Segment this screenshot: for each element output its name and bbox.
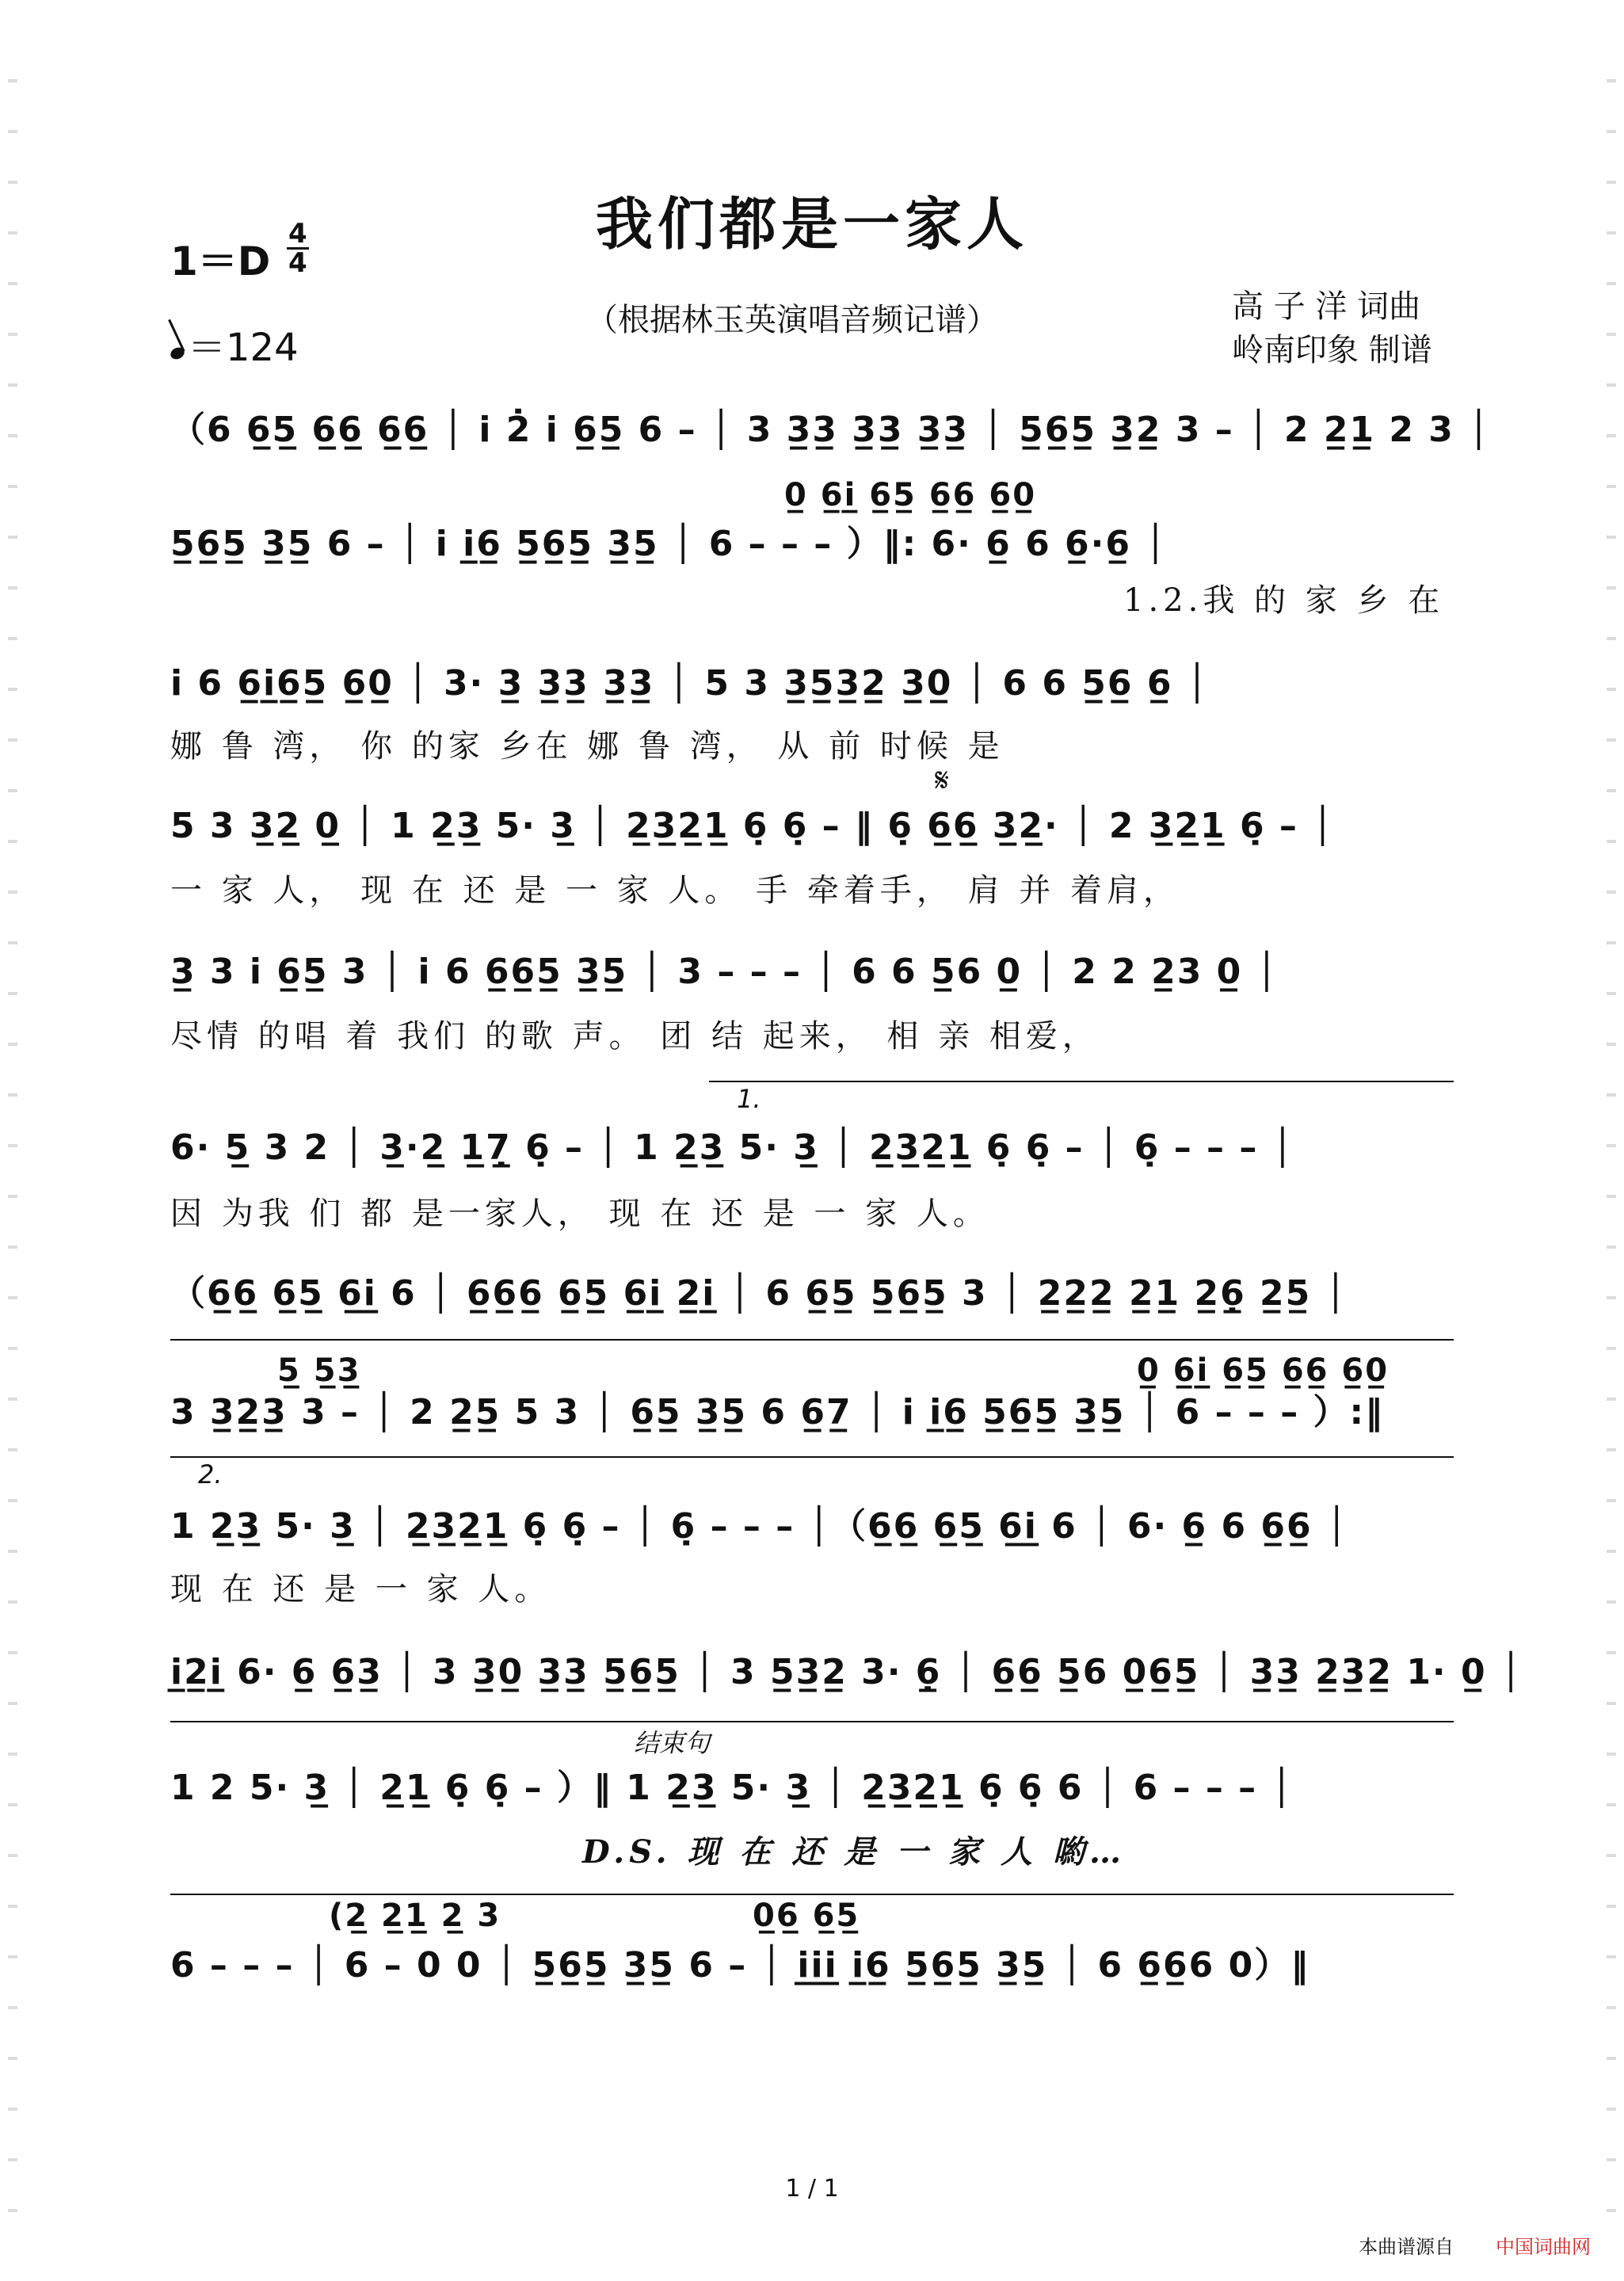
key-signature: 1＝D <box>170 238 271 284</box>
second-ending-label: 2. <box>198 1459 223 1490</box>
time-signature-top: 4 <box>288 218 307 250</box>
coda-label: 结束句 <box>634 1728 711 1758</box>
section-line <box>170 1339 1454 1341</box>
notation-line: 5 3 3̲2̲ 0̲ │ 1 2̲3̲ 5· 3̲ │ 2̲3̲2̲1̲ 6̣ 6̣ – ‖ 6̣ 6̲6̲ 3̲2̲· │ 2 3̲2̲1̲ 6̣ – │ <box>170 806 1335 846</box>
subtitle: （根据林玉英演唱音频记谱） <box>586 302 998 338</box>
source-site-link[interactable]: 中国词曲网 <box>1496 2236 1591 2258</box>
tempo-marking <box>170 317 299 372</box>
transcriber-credit: 岭南印象 制谱 <box>1232 332 1432 368</box>
notation-line: i 6 6̲i̲6̲5̲ 6̲0̲ │ 3· 3̲ 3̲3̲ 3̲3̲ │ 5 3 3̲5̲3̲2̲ 3̲0̲ │ 6 6 5̲6̲ 6̲ │ <box>170 663 1210 704</box>
section-line <box>170 1894 1454 1895</box>
lyric-line: 现 在 还 是 一 家 人。 <box>170 1571 551 1608</box>
upper-voice-line: 0̲ 6̲i̲ 6̲5̲ 6̲6̲ 6̲0̲ <box>1137 1352 1390 1389</box>
volta-bracket <box>709 1081 1454 1082</box>
left-margin-watermark <box>8 32 17 2249</box>
lyric-line: 尽情 的唱 着 我们 的歌 声。 团 结 起来， 相 亲 相爱， <box>170 1018 1099 1055</box>
quarter-note-icon <box>169 345 186 361</box>
upper-voice-line: 5̲ 5̲3̲ <box>277 1352 361 1389</box>
song-title: 我们都是一家人 <box>595 190 1028 257</box>
tempo-value: ＝124 <box>188 326 299 370</box>
notation-line: 1 2 5· 3̲ │ 2̲1̲ 6̣ 6̣ – ）‖ 1 2̲3̲ 5· 3̲ │ 2̲3̲2̲1̲ 6̣ 6̣ 6 │ 6 – – – │ <box>170 1768 1294 1808</box>
upper-voice-line: (2̲ 2̲1̲ 2̲ 3 <box>329 1898 501 1934</box>
segno-sign: 𝄋 <box>935 761 950 799</box>
source-label: 本曲谱源自 <box>1359 2236 1454 2258</box>
notation-line: 3̲ 3 i 6̲5̲ 3 │ i 6 6̲6̲5̲ 3̲5̲ │ 3 – – – │ 6 6 5̲6 0̲ │ 2 2 2̲3 0̲ │ <box>170 952 1279 992</box>
composer-credit: 高 子 洋 词曲 <box>1232 288 1421 325</box>
lyric-line: 娜 鲁 湾， 你 的家 乡在 娜 鲁 湾， 从 前 时候 是 <box>170 728 1005 765</box>
notation-line: 6· 5̲ 3 2 │ 3̲·2̲ 1̲7̣̲ 6̣ – │ 1 2̲3̲ 5· 3̲ │ 2̲3̲2̲1̲ 6̣ 6̣ – │ 6̣ – – – │ <box>170 1127 1295 1168</box>
lyric-line: 1.2.我 的 家 乡 在 <box>1123 582 1445 619</box>
section-line <box>170 1721 1454 1722</box>
volta-bracket <box>170 1456 1454 1458</box>
first-ending-label: 1. <box>737 1084 761 1114</box>
notation-line: （6̲6̲ 6̲5̲ 6̲i̲ 6 │ 6̲6̲6̲ 6̲5̲ 6̲i̲ 2̲i̲ │ 6 6̲5̲ 5̲6̲5̲ 3 │ 2̲2̲2̲ 2̲1̲ 2̲6̣̲ 2̲5̲ │ <box>170 1273 1348 1314</box>
notation-line: 5̲6̲5̲ 3̲5̲ 6 – │ i i̲6̲ 5̲6̲5̲ 3̲5̲ │ 6 – – – ）‖: 6· 6̲ 6 6̲·6̲ │ <box>170 524 1168 564</box>
time-signature <box>287 220 309 277</box>
right-margin-watermark <box>1607 32 1616 2249</box>
upper-voice-line: 0̲6̲ 6̲5̲ <box>753 1898 860 1934</box>
page-number: 1 / 1 <box>785 2175 839 2203</box>
lyric-line: D.S. 现 在 还 是 一 家 人 喲… <box>582 1833 1126 1871</box>
lyric-line: 一 家 人， 现 在 还 是 一 家 人。 手 牵着手， 肩 并 着肩， <box>170 872 1180 909</box>
notation-line: i̲2̲i̲ 6· 6̲ 6̲3̲ │ 3 3̲0̲ 3̲3̲ 5̲6̲5̲ │ 3 5̲3̲2̲ 3· 6̣̲ │ 6̲6̲ 5̲6 0̲6̲5̲ │ 3̲3̲ 2̲3̲2̲ 1· 0̲ │ <box>170 1652 1523 1692</box>
lyric-line: 因 为我 们 都 是一家人， 现 在 还 是 一 家 人。 <box>170 1196 989 1232</box>
time-signature-bottom: 4 <box>288 247 307 279</box>
notation-line: 1 2̲3̲ 5· 3̲ │ 2̲3̲2̲1̲ 6̣ 6̣ – │ 6̣ – – – │（6̲6̲ 6̲5̲ 6̲i̲ 6 │ 6· 6̲ 6 6̲6̲ │ <box>170 1506 1349 1547</box>
notation-line: 3 3̲2̲3̲ 3 – │ 2 2̲5̲ 5 3 │ 6̲5̲ 3̲5̲ 6 6̲7̲ │ i i̲6̲ 5̲6̲5̲ 3̲5̲ │ 6 – – – ）:‖ <box>170 1392 1385 1432</box>
notation-line: 6 – – – │ 6 – 0 0 │ 5̲6̲5̲ 3̲5̲ 6 – │ i̲i̲i̲ i̲6̲ 5̲6̲5̲ 3̲5̲ │ 6 6̲6̲6 0）‖ <box>170 1945 1310 1985</box>
notation-line: （6 6̲5̲ 6̲6̲ 6̲6̲ │ i 2̇ i 6̲5̲ 6 – │ 3 3̲3̲ 3̲3̲ 3̲3̲ │ 5̲6̲5̲ 3̲2̲ 3 – │ 2 2̲1̲ 2 3 │ <box>170 410 1491 450</box>
upper-voice-line: 0̲ 6̲i̲ 6̲5̲ 6̲6̲ 6̲0̲ <box>784 477 1037 513</box>
